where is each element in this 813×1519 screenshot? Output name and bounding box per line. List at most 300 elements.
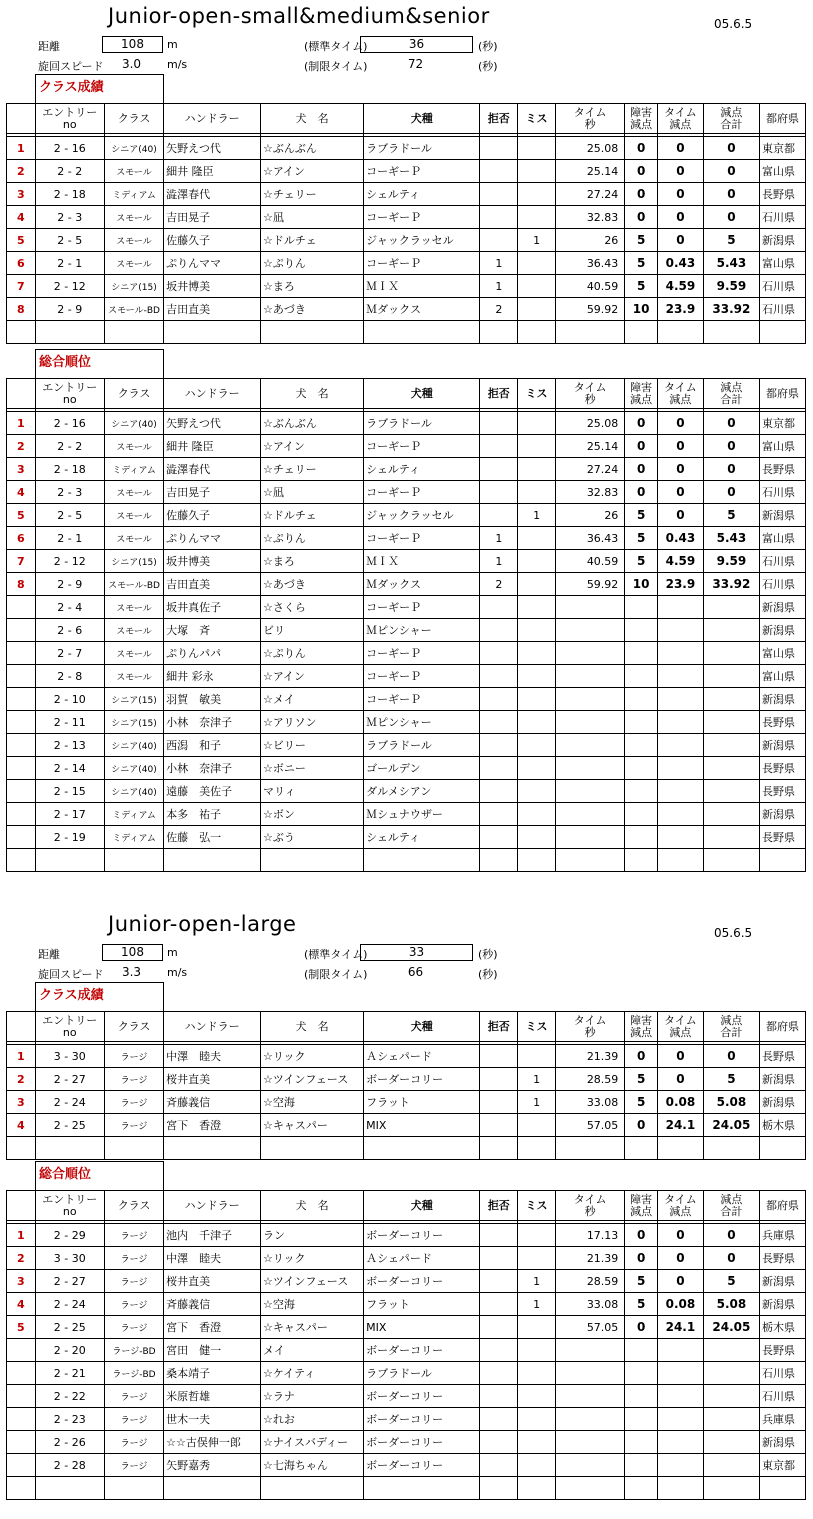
speed-label: 旋回スピード	[38, 968, 104, 981]
cell-handler: 羽賀 敏美	[164, 688, 261, 711]
cell-class: ラージ-BD	[104, 1362, 163, 1385]
cell-class: スモール	[104, 252, 163, 275]
column-header-miss: ミス	[518, 1191, 556, 1221]
cell-prefecture: 新潟県	[759, 504, 805, 527]
cell-entry-no: 2 - 16	[35, 412, 104, 435]
cell-time-fault: 0	[657, 435, 703, 458]
cell-class: スモール	[104, 642, 163, 665]
overall-ranking-table	[6, 1190, 806, 1500]
cell-prefecture: 兵庫県	[759, 1224, 805, 1247]
table-row	[7, 596, 806, 619]
cell-miss	[518, 1431, 556, 1454]
cell-total-fault: 0	[703, 481, 759, 504]
cell-time-fault	[657, 688, 703, 711]
cell-total-fault: 5.43	[703, 252, 759, 275]
column-header-entry-no: エントリーno	[35, 1012, 104, 1042]
cell-handler: 矢野えつ代	[164, 412, 261, 435]
cell-breed: コーギーＰ	[364, 206, 480, 229]
table-row	[7, 137, 806, 160]
class-results-table	[6, 103, 806, 344]
cell-dog-name: ☆アリソン	[261, 711, 364, 734]
cell-refusal: 1	[480, 252, 518, 275]
cell-refusal	[480, 229, 518, 252]
cell-class: スモール	[104, 229, 163, 252]
table-row	[7, 803, 806, 826]
cell-entry-no: 2 - 25	[35, 1316, 104, 1339]
column-header-class: クラス	[104, 1012, 163, 1042]
cell-time	[555, 711, 624, 734]
cell-miss	[518, 619, 556, 642]
cell-prefecture: 石川県	[759, 550, 805, 573]
cell-entry-no: 2 - 22	[35, 1385, 104, 1408]
cell-time: 32.83	[555, 481, 624, 504]
column-header-handler: ハンドラー	[164, 104, 261, 134]
cell-miss	[518, 711, 556, 734]
speed-label: 旋回スピード	[38, 60, 104, 73]
column-header-total-fault: 減点 合計	[703, 1191, 759, 1221]
cell-refusal	[480, 1247, 518, 1270]
cell-obstacle-fault: 5	[625, 1293, 658, 1316]
cell-time: 26	[555, 504, 624, 527]
cell-obstacle-fault	[625, 711, 658, 734]
cell-rank	[7, 1362, 36, 1385]
cell-class: スモール	[104, 504, 163, 527]
cell-breed: ＭＩＸ	[364, 275, 480, 298]
cell-handler: 坂井博美	[164, 275, 261, 298]
cell-dog-name: ☆ケイティ	[261, 1362, 364, 1385]
table-row	[7, 298, 806, 321]
cell-rank	[7, 1431, 36, 1454]
cell-dog-name: ☆あづき	[261, 298, 364, 321]
cell-prefecture: 石川県	[759, 298, 805, 321]
cell-miss	[518, 183, 556, 206]
cell-time: 25.08	[555, 137, 624, 160]
cell-time-fault: 0	[657, 1068, 703, 1091]
cell-dog-name: ☆ツインフェース	[261, 1270, 364, 1293]
cell-dog-name: ☆凪	[261, 481, 364, 504]
cell-class: スモール	[104, 665, 163, 688]
cell-dog-name: ☆ぷりん	[261, 527, 364, 550]
cell-handler: 世木一夫	[164, 1408, 261, 1431]
cell-entry-no: 2 - 27	[35, 1068, 104, 1091]
cell-prefecture: 新潟県	[759, 734, 805, 757]
cell-prefecture: 富山県	[759, 642, 805, 665]
cell-entry-no: 2 - 1	[35, 527, 104, 550]
cell-handler: 桑本靖子	[164, 1362, 261, 1385]
cell-dog-name: ☆れお	[261, 1408, 364, 1431]
table-row	[7, 573, 806, 596]
cell-total-fault: 0	[703, 1247, 759, 1270]
column-header-dog-name: 犬 名	[261, 104, 364, 134]
cell-dog-name: ビリ	[261, 619, 364, 642]
cell-refusal	[480, 757, 518, 780]
cell-time: 40.59	[555, 550, 624, 573]
cell-rank	[7, 1408, 36, 1431]
cell-breed: コーギーＰ	[364, 642, 480, 665]
cell-prefecture: 長野県	[759, 1247, 805, 1270]
cell-time-fault	[657, 665, 703, 688]
cell-prefecture: 富山県	[759, 160, 805, 183]
cell-entry-no: 2 - 12	[35, 275, 104, 298]
cell-total-fault	[703, 1408, 759, 1431]
cell-prefecture: 新潟県	[759, 229, 805, 252]
cell-time: 57.05	[555, 1114, 624, 1137]
cell-miss	[518, 1362, 556, 1385]
cell-entry-no: 2 - 18	[35, 183, 104, 206]
cell-time-fault	[657, 642, 703, 665]
cell-prefecture: 東京都	[759, 137, 805, 160]
cell-entry-no: 2 - 26	[35, 1431, 104, 1454]
cell-obstacle-fault: 5	[625, 252, 658, 275]
cell-entry-no: 2 - 24	[35, 1091, 104, 1114]
cell-refusal	[480, 137, 518, 160]
cell-refusal	[480, 711, 518, 734]
cell-refusal	[480, 826, 518, 849]
table-row	[7, 665, 806, 688]
cell-prefecture: 長野県	[759, 826, 805, 849]
cell-obstacle-fault: 5	[625, 229, 658, 252]
cell-handler: 西潟 和子	[164, 734, 261, 757]
empty-row	[7, 1137, 806, 1160]
cell-refusal	[480, 1408, 518, 1431]
cell-rank: 6	[7, 527, 36, 550]
cell-refusal	[480, 160, 518, 183]
cell-class: ラージ	[104, 1454, 163, 1477]
cell-prefecture: 長野県	[759, 1339, 805, 1362]
cell-obstacle-fault: 0	[625, 1045, 658, 1068]
cell-prefecture: 新潟県	[759, 688, 805, 711]
cell-refusal	[480, 1045, 518, 1068]
cell-entry-no: 2 - 23	[35, 1408, 104, 1431]
cell-entry-no: 2 - 10	[35, 688, 104, 711]
cell-entry-no: 2 - 3	[35, 206, 104, 229]
cell-total-fault	[703, 596, 759, 619]
cell-class: シニア(15)	[104, 688, 163, 711]
column-header-entry-no: エントリーno	[35, 379, 104, 409]
column-header-obstacle-fault: 障害 減点	[625, 1012, 658, 1042]
cell-dog-name: ☆ぶう	[261, 826, 364, 849]
cell-entry-no: 2 - 1	[35, 252, 104, 275]
cell-obstacle-fault	[625, 780, 658, 803]
cell-total-fault	[703, 1454, 759, 1477]
column-header-dog-name: 犬 名	[261, 379, 364, 409]
cell-entry-no: 2 - 13	[35, 734, 104, 757]
cell-entry-no: 2 - 27	[35, 1270, 104, 1293]
cell-time-fault: 0	[657, 1270, 703, 1293]
cell-obstacle-fault	[625, 688, 658, 711]
cell-refusal: 1	[480, 550, 518, 573]
cell-prefecture: 長野県	[759, 1045, 805, 1068]
cell-entry-no: 2 - 6	[35, 619, 104, 642]
cell-class: ラージ	[104, 1091, 163, 1114]
cell-prefecture: 栃木県	[759, 1316, 805, 1339]
column-header-class: クラス	[104, 1191, 163, 1221]
cell-entry-no: 3 - 30	[35, 1247, 104, 1270]
cell-time	[555, 1454, 624, 1477]
cell-prefecture: 新潟県	[759, 1270, 805, 1293]
cell-handler: 澁澤春代	[164, 458, 261, 481]
cell-dog-name: ☆ラナ	[261, 1385, 364, 1408]
cell-breed: Ｍダックス	[364, 573, 480, 596]
cell-dog-name: ☆空海	[261, 1091, 364, 1114]
cell-handler: 斉藤義信	[164, 1091, 261, 1114]
cell-breed: コーギーＰ	[364, 665, 480, 688]
cell-rank	[7, 665, 36, 688]
cell-prefecture: 新潟県	[759, 1293, 805, 1316]
cell-entry-no: 3 - 30	[35, 1045, 104, 1068]
cell-obstacle-fault: 5	[625, 1270, 658, 1293]
cell-entry-no: 2 - 24	[35, 1293, 104, 1316]
cell-miss	[518, 665, 556, 688]
distance-label: 距離	[38, 40, 60, 53]
cell-refusal	[480, 206, 518, 229]
cell-rank: 8	[7, 298, 36, 321]
cell-breed: ボーダーコリー	[364, 1224, 480, 1247]
cell-obstacle-fault	[625, 642, 658, 665]
cell-refusal	[480, 1454, 518, 1477]
cell-prefecture: 富山県	[759, 252, 805, 275]
table-row	[7, 1247, 806, 1270]
cell-obstacle-fault	[625, 1408, 658, 1431]
column-header-class: クラス	[104, 379, 163, 409]
cell-total-fault: 5	[703, 1270, 759, 1293]
cell-miss: 1	[518, 1091, 556, 1114]
cell-obstacle-fault: 5	[625, 504, 658, 527]
column-header-obstacle-fault: 障害 減点	[625, 1191, 658, 1221]
cell-miss	[518, 550, 556, 573]
column-header-time: タイム 秒	[555, 379, 624, 409]
cell-breed: ＭＩＸ	[364, 550, 480, 573]
cell-time-fault: 0.08	[657, 1293, 703, 1316]
cell-handler: 坂井真佐子	[164, 596, 261, 619]
cell-prefecture: 東京都	[759, 1454, 805, 1477]
column-header-prefecture: 都府県	[759, 1191, 805, 1221]
cell-handler: 佐藤久子	[164, 504, 261, 527]
cell-prefecture: 新潟県	[759, 1091, 805, 1114]
cell-dog-name: ☆空海	[261, 1293, 364, 1316]
cell-breed: フラット	[364, 1091, 480, 1114]
cell-dog-name: ☆まろ	[261, 550, 364, 573]
cell-class: シニア(15)	[104, 275, 163, 298]
cell-time-fault: 0	[657, 412, 703, 435]
distance-value: 108	[102, 36, 163, 53]
cell-prefecture: 新潟県	[759, 1068, 805, 1091]
cell-rank	[7, 711, 36, 734]
cell-breed: ボーダーコリー	[364, 1068, 480, 1091]
table-row	[7, 275, 806, 298]
cell-miss	[518, 1114, 556, 1137]
cell-time-fault	[657, 826, 703, 849]
column-header-time-fault: タイム 減点	[657, 104, 703, 134]
cell-time-fault	[657, 734, 703, 757]
cell-obstacle-fault: 5	[625, 1091, 658, 1114]
column-header-dog-name: 犬 名	[261, 1012, 364, 1042]
standard-time-value: 33	[360, 944, 473, 961]
cell-handler: 坂井博美	[164, 550, 261, 573]
column-header-time: タイム 秒	[555, 104, 624, 134]
cell-total-fault	[703, 780, 759, 803]
overall-ranking-tab[interactable]: 総合順位	[35, 1161, 164, 1190]
cell-breed: コーギーＰ	[364, 596, 480, 619]
cell-time-fault: 23.9	[657, 298, 703, 321]
cell-obstacle-fault: 0	[625, 1114, 658, 1137]
cell-total-fault: 0	[703, 435, 759, 458]
cell-handler: 米原哲雄	[164, 1385, 261, 1408]
table-header-row	[7, 1012, 806, 1042]
cell-entry-no: 2 - 3	[35, 481, 104, 504]
cell-time: 25.14	[555, 435, 624, 458]
cell-prefecture: 石川県	[759, 1362, 805, 1385]
cell-time	[555, 780, 624, 803]
cell-time-fault: 0	[657, 458, 703, 481]
cell-entry-no: 2 - 16	[35, 137, 104, 160]
overall-ranking-tab[interactable]: 総合順位	[35, 349, 164, 378]
cell-dog-name: ☆七海ちゃん	[261, 1454, 364, 1477]
table-row	[7, 757, 806, 780]
cell-breed: ジャックラッセル	[364, 229, 480, 252]
cell-time	[555, 596, 624, 619]
cell-total-fault: 5	[703, 1068, 759, 1091]
cell-total-fault: 0	[703, 137, 759, 160]
cell-time-fault: 0	[657, 1045, 703, 1068]
cell-obstacle-fault: 10	[625, 298, 658, 321]
cell-miss	[518, 275, 556, 298]
cell-class: スモール	[104, 481, 163, 504]
table-row	[7, 1339, 806, 1362]
cell-handler: ぷりんママ	[164, 252, 261, 275]
cell-handler: 細井 彩永	[164, 665, 261, 688]
cell-class: ラージ	[104, 1114, 163, 1137]
column-header-refusal: 拒否	[480, 104, 518, 134]
cell-entry-no: 2 - 12	[35, 550, 104, 573]
cell-entry-no: 2 - 14	[35, 757, 104, 780]
cell-breed: ラブラドール	[364, 734, 480, 757]
column-header-entry-no: エントリーno	[35, 104, 104, 134]
cell-total-fault: 5.43	[703, 527, 759, 550]
table-row	[7, 1045, 806, 1068]
cell-rank	[7, 1339, 36, 1362]
cell-time: 40.59	[555, 275, 624, 298]
cell-entry-no: 2 - 9	[35, 298, 104, 321]
cell-prefecture: 石川県	[759, 275, 805, 298]
cell-rank: 5	[7, 504, 36, 527]
cell-refusal: 2	[480, 573, 518, 596]
cell-breed: コーギーＰ	[364, 481, 480, 504]
cell-breed: ボーダーコリー	[364, 1385, 480, 1408]
table-row	[7, 458, 806, 481]
cell-class: ラージ	[104, 1247, 163, 1270]
cell-rank: 4	[7, 481, 36, 504]
cell-breed: MIX	[364, 1114, 480, 1137]
cell-rank: 3	[7, 458, 36, 481]
cell-breed: ダルメシアン	[364, 780, 480, 803]
cell-total-fault	[703, 688, 759, 711]
column-header-total-fault: 減点 合計	[703, 379, 759, 409]
cell-time-fault	[657, 596, 703, 619]
cell-obstacle-fault	[625, 1431, 658, 1454]
cell-breed: シェルティ	[364, 826, 480, 849]
cell-obstacle-fault: 0	[625, 160, 658, 183]
cell-entry-no: 2 - 2	[35, 160, 104, 183]
cell-total-fault: 24.05	[703, 1316, 759, 1339]
cell-entry-no: 2 - 15	[35, 780, 104, 803]
cell-rank	[7, 1385, 36, 1408]
table-row	[7, 619, 806, 642]
standard-time-unit: (秒)	[478, 40, 498, 53]
cell-prefecture: 長野県	[759, 711, 805, 734]
cell-time-fault	[657, 1362, 703, 1385]
table-row	[7, 527, 806, 550]
cell-refusal	[480, 1316, 518, 1339]
cell-class: シニア(15)	[104, 711, 163, 734]
cell-time	[555, 1362, 624, 1385]
cell-prefecture: 兵庫県	[759, 1408, 805, 1431]
cell-prefecture: 石川県	[759, 481, 805, 504]
cell-rank: 4	[7, 206, 36, 229]
cell-miss	[518, 412, 556, 435]
cell-total-fault: 5	[703, 229, 759, 252]
cell-dog-name: ☆ビリー	[261, 734, 364, 757]
cell-class: ラージ-BD	[104, 1339, 163, 1362]
cell-obstacle-fault: 0	[625, 206, 658, 229]
cell-class: シニア(15)	[104, 550, 163, 573]
cell-miss: 1	[518, 1293, 556, 1316]
cell-breed: ボーダーコリー	[364, 1270, 480, 1293]
cell-handler: 佐藤久子	[164, 229, 261, 252]
cell-class: シニア(40)	[104, 137, 163, 160]
cell-total-fault	[703, 1362, 759, 1385]
max-time-unit: (秒)	[478, 968, 498, 981]
cell-refusal	[480, 596, 518, 619]
cell-time: 28.59	[555, 1270, 624, 1293]
table-row	[7, 1316, 806, 1339]
cell-handler: 宮下 香澄	[164, 1114, 261, 1137]
distance-unit: m	[167, 946, 178, 959]
column-header-total-fault: 減点 合計	[703, 104, 759, 134]
cell-rank: 3	[7, 1270, 36, 1293]
table-row	[7, 435, 806, 458]
table-header-row	[7, 1191, 806, 1221]
column-header-breed: 犬種	[364, 1012, 480, 1042]
cell-handler: 澁澤春代	[164, 183, 261, 206]
cell-miss	[518, 1316, 556, 1339]
cell-refusal	[480, 504, 518, 527]
cell-class: スモール	[104, 596, 163, 619]
cell-time: 28.59	[555, 1068, 624, 1091]
cell-class: スモール-BD	[104, 573, 163, 596]
max-time-label: (制限タイム)	[304, 968, 368, 981]
column-header-time-fault: タイム 減点	[657, 1191, 703, 1221]
cell-time-fault: 0	[657, 183, 703, 206]
cell-time-fault: 4.59	[657, 275, 703, 298]
class-results-tab[interactable]: クラス成績	[35, 74, 164, 103]
class-results-table	[6, 1011, 806, 1160]
table-row	[7, 1408, 806, 1431]
cell-refusal	[480, 412, 518, 435]
cell-time	[555, 757, 624, 780]
cell-obstacle-fault	[625, 619, 658, 642]
column-header-dog-name: 犬 名	[261, 1191, 364, 1221]
cell-rank	[7, 1454, 36, 1477]
cell-prefecture: 富山県	[759, 435, 805, 458]
cell-time-fault: 24.1	[657, 1316, 703, 1339]
table-row	[7, 550, 806, 573]
class-results-tab[interactable]: クラス成績	[35, 982, 164, 1011]
cell-breed: ラブラドール	[364, 1362, 480, 1385]
cell-time-fault: 0.43	[657, 527, 703, 550]
cell-class: ラージ	[104, 1293, 163, 1316]
cell-miss	[518, 734, 556, 757]
